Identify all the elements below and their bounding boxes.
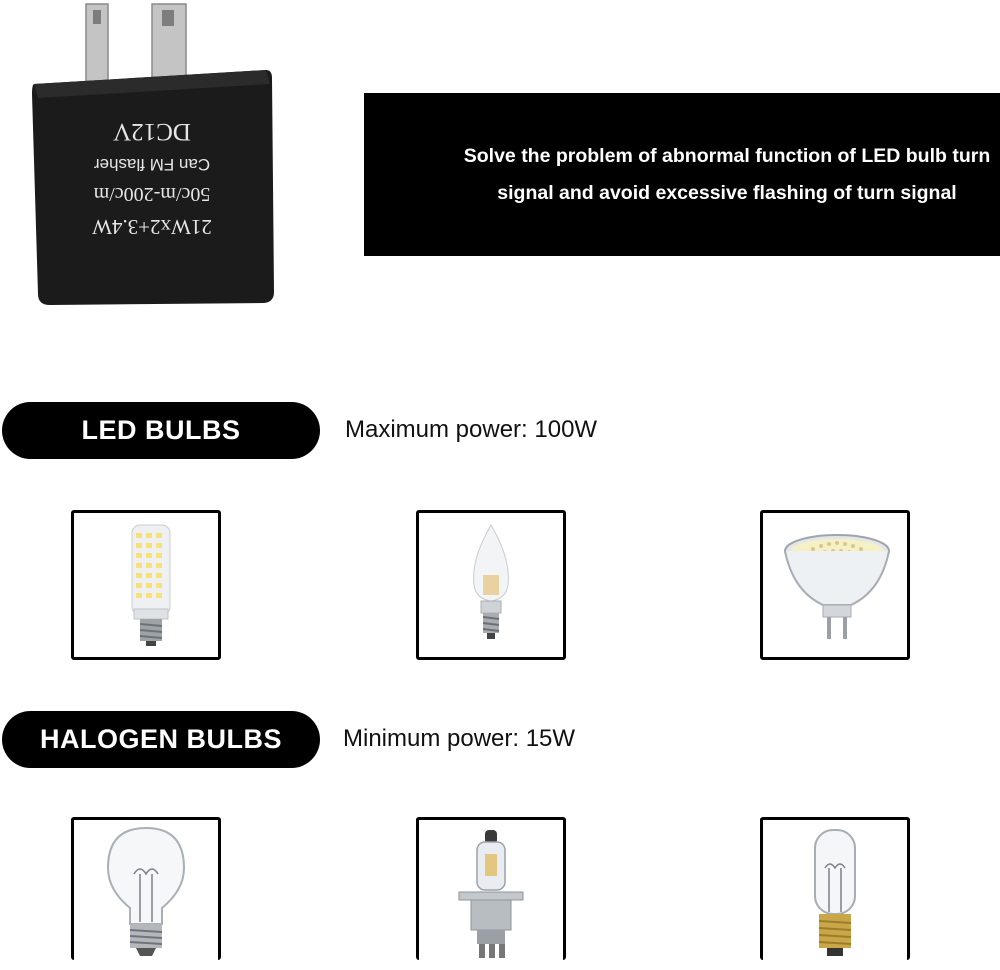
led-corn-bulb-icon (74, 513, 218, 657)
incandescent-globe-bulb-icon (74, 820, 218, 960)
banner-line-2: signal and avoid excessive flashing of turn signal (497, 181, 957, 204)
led-max-power-text: Maximum power: 100W (345, 416, 598, 443)
relay-label-line-4: DC12V (113, 118, 191, 145)
halogen-bulb-frame-1 (71, 817, 221, 960)
flasher-relay-image (20, 0, 280, 320)
led-bulb-frame-1 (71, 510, 221, 660)
halogen-bulbs-label: HALOGEN BULBS (2, 711, 320, 768)
led-bulb-frame-3 (760, 510, 910, 660)
led-mr16-spot-bulb-icon (763, 513, 907, 657)
led-bulb-frame-2 (416, 510, 566, 660)
halogen-bulb-frame-2 (416, 817, 566, 960)
tubular-appliance-bulb-icon (763, 820, 907, 960)
relay-label-line-1: 21Wx2+3.4W (92, 215, 212, 239)
headline-banner (364, 93, 1000, 256)
halogen-bulb-frame-3 (760, 817, 910, 960)
relay-label-line-3: Can FM flasher (93, 155, 211, 174)
relay-label-line-2: 50c/m-200c/m (93, 183, 211, 205)
led-candle-bulb-icon (419, 513, 563, 657)
led-bulbs-label: LED BULBS (2, 402, 320, 459)
relay-pin-left (86, 4, 108, 84)
halogen-min-power-text: Minimum power: 15W (343, 725, 576, 752)
banner-line-1: Solve the problem of abnormal function of LED bulb turn (463, 144, 991, 167)
relay-pin-right (152, 4, 186, 84)
h4-halogen-headlight-bulb-icon (419, 820, 563, 960)
